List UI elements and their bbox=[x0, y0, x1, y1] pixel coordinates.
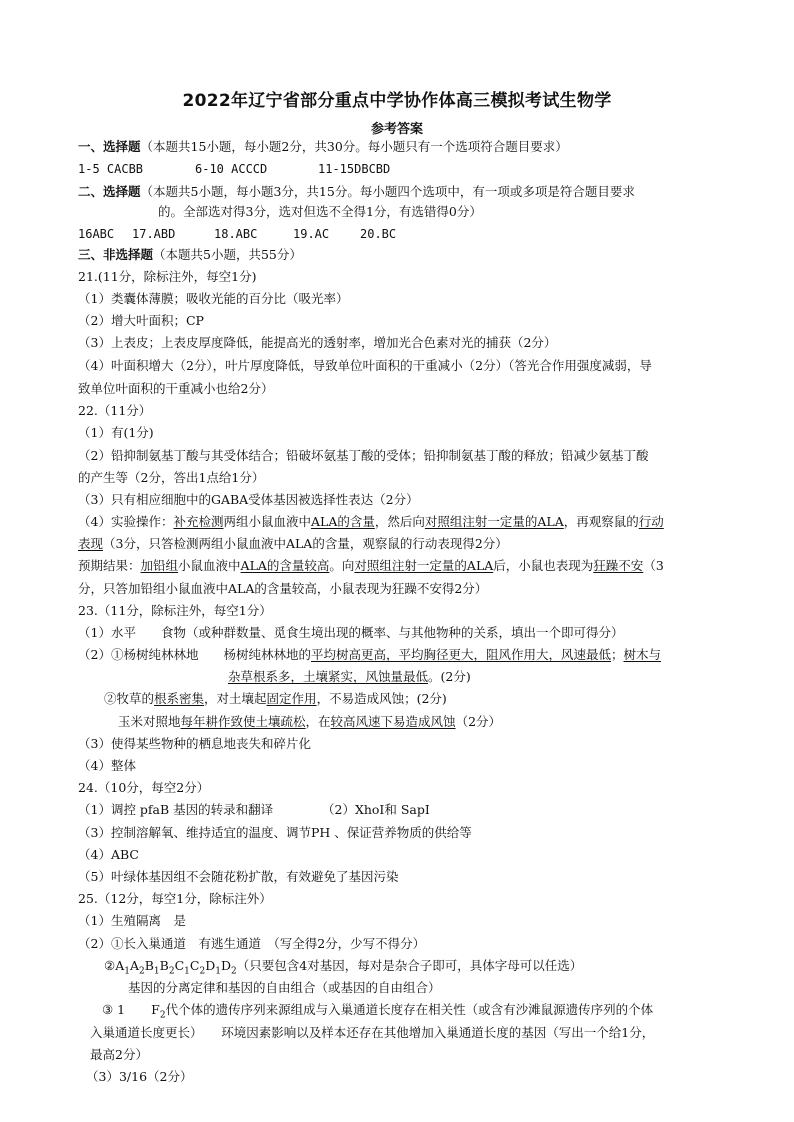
section-3-desc: （本题共5小题，共55分） bbox=[153, 247, 302, 262]
q22-line-2b: 的产生等（2分，答出1点给1分） bbox=[78, 470, 265, 485]
q25-line-6: 入巢通道长度更长） 环境因素影响以及样本还存在其他增加入巢通道长度的基因（写出一个给1分， bbox=[90, 1025, 655, 1040]
text-segment: ，对土壤起 bbox=[204, 691, 267, 706]
section-2-line bbox=[78, 183, 635, 201]
text-segment: （4）实验操作： bbox=[78, 514, 174, 529]
text-segment: ③ 1 bbox=[102, 1002, 126, 1017]
text-segment: 预期结果： bbox=[78, 558, 141, 573]
q22-line-3: （3）只有相应细胞中的GABA受体基因被选择性表达（2分） bbox=[78, 492, 419, 507]
q25-line-1: （1）生殖隔离 是 bbox=[78, 913, 186, 928]
underlined-segment: ALA的含量 bbox=[311, 514, 375, 529]
underlined-segment: 表现 bbox=[78, 536, 104, 551]
underlined-segment: 对照组注射一定量的ALA bbox=[424, 514, 564, 529]
answer-19: 19.AC bbox=[293, 227, 330, 241]
text-segment: （2）①杨树纯林林地 杨树纯林林地的 bbox=[78, 647, 311, 662]
section-1-line bbox=[78, 138, 568, 156]
q25-line-7: 最高2分） bbox=[90, 1047, 148, 1062]
text-segment: 代个体的遗传序列来源组成与入巢通道长度存在相关性（或含有沙滩鼠源遗传序列的个体 bbox=[165, 1002, 654, 1017]
underlined-segment: ALA的含量较高 bbox=[240, 558, 330, 573]
q24-line-2: （3）控制溶解氧、维持适宜的温度、调节PH 、保证营养物质的供给等 bbox=[78, 825, 472, 840]
q22-line-5b: 分，只答加铅组小鼠血液中ALA的含量较高，小鼠表现为狂躁不安得2分） bbox=[78, 581, 488, 596]
text-segment: ； bbox=[610, 647, 624, 662]
text-segment: 后，小鼠也表现为 bbox=[493, 558, 594, 573]
q23-line-6: （4）整体 bbox=[78, 758, 136, 773]
text-segment: ，不易造成风蚀；(2分) bbox=[316, 691, 447, 706]
answer-16: 16ABC bbox=[78, 227, 115, 241]
q25-line-3 bbox=[104, 957, 582, 981]
text-segment: ，再观察鼠的 bbox=[563, 514, 639, 529]
underlined-segment: 加铅组 bbox=[140, 558, 179, 573]
q24-heading: 24.（10分，每空2分） bbox=[78, 780, 210, 795]
text-segment: ，在 bbox=[305, 714, 331, 729]
section-1-heading: 一、选择题 bbox=[78, 139, 141, 154]
underlined-segment: 狂躁不安 bbox=[593, 558, 644, 573]
genotype-formula: $②A_1A_2B_1B_2C_1C_2D_1D_2$ bbox=[104, 958, 237, 977]
text-segment: 。(2分) bbox=[428, 669, 471, 684]
q22-line-2a: （2）铅抑制氨基丁酸与其受体结合；铅破坏氨基丁酸的受体；铅抑制氨基丁酸的释放；铅减少氨基丁酸 bbox=[78, 448, 649, 463]
text-segment: 两组小鼠血液中 bbox=[223, 514, 311, 529]
q22-heading: 22.（11分） bbox=[78, 403, 152, 418]
q21-line-1: （1）类囊体薄膜；吸收光能的百分比（吸光率） bbox=[78, 291, 349, 306]
q23-line-2a bbox=[78, 646, 661, 664]
section-2-desc-2: 的。全部选对得3分，选对但选不全得1分，有选错得0分） bbox=[158, 204, 482, 219]
q21-line-4b: 致单位叶面积的干重减小也给2分） bbox=[78, 381, 274, 396]
q25-line-8: （3）3/16（2分） bbox=[86, 1069, 193, 1084]
text-segment: （3分，只答检测两组小鼠血液中ALA的含量，观察鼠的行动表现得2分） bbox=[103, 536, 508, 551]
q24-line-1a: （1）调控 pfaB 基因的转录和翻译 bbox=[78, 802, 274, 817]
q24-line-4: （5）叶绿体基因组不会随花粉扩散，有效避免了基因污染 bbox=[78, 869, 399, 884]
q21-line-2: （2）增大叶面积；CP bbox=[78, 313, 204, 328]
q23-line-5: （3）使得某些物种的栖息地丧失和碎片化 bbox=[78, 736, 311, 751]
text-segment: （只要包含4对基因，每对是杂合子即可，具体字母可以任选） bbox=[236, 958, 583, 973]
answer-17: 17.ABD bbox=[132, 227, 176, 241]
section-2-heading: 二、选择题 bbox=[78, 184, 141, 199]
q23-heading: 23.（11分，除标注外，每空1分） bbox=[78, 603, 272, 618]
text-segment: （3 bbox=[643, 558, 664, 573]
underlined-segment: 根系密集 bbox=[154, 691, 205, 706]
text-segment: 。向 bbox=[329, 558, 355, 573]
page-subtitle: 参考答案 bbox=[370, 122, 423, 137]
q21-line-4a: （4）叶面积增大（2分），叶片厚度降低，导致单位叶面积的干重减小（2分）（答光合作用强度减弱，导 bbox=[78, 358, 652, 373]
section-3-line bbox=[78, 246, 302, 264]
text-segment: ②牧草的 bbox=[104, 691, 155, 706]
q25-heading: 25.（12分，每空1分，除标注外） bbox=[78, 891, 272, 906]
q24-line-3: （4）ABC bbox=[78, 847, 139, 862]
text-segment: 小鼠血液中 bbox=[178, 558, 241, 573]
underlined-segment: 每年耕作致使土壤疏松 bbox=[180, 714, 306, 729]
underlined-segment: 杂草根系多，土壤紧实，风蚀量最低 bbox=[228, 669, 429, 684]
q23-line-2b bbox=[228, 668, 471, 686]
section-1-desc: （本题共15小题，每小题2分，共30分。每小题只有一个选项符合题目要求） bbox=[140, 139, 568, 154]
section-1-answers-b: 6-10 ACCCD bbox=[195, 162, 268, 176]
underlined-segment: 补充检测 bbox=[173, 514, 224, 529]
underlined-segment: 较高风速下易造成风蚀 bbox=[330, 714, 456, 729]
generation-f2-label: $F_2$ bbox=[151, 1002, 166, 1021]
q25-line-4: 基因的分离定律和基因的自由组合（或基因的自由组合） bbox=[128, 980, 441, 995]
q25-line-5 bbox=[102, 1001, 653, 1025]
q22-line-4a bbox=[78, 513, 664, 531]
page-title: 2022年辽宁省部分重点中学协作体高三模拟考试生物学 bbox=[182, 91, 612, 111]
q23-line-1: （1）水平 食物（或种群数量、觅食生境出现的概率、与其他物种的关系，填出一个即可得分） bbox=[78, 625, 624, 640]
q22-line-1: （1）有(1分) bbox=[78, 425, 154, 440]
q24-line-1b: （2）XhoⅠ和 SapⅠ bbox=[322, 802, 430, 817]
q23-line-4 bbox=[118, 713, 501, 731]
underlined-segment: 树木与 bbox=[623, 647, 662, 662]
answer-18: 18.ABC bbox=[214, 227, 258, 241]
section-1-answers-a: 1-5 CACBB bbox=[78, 162, 144, 176]
underlined-segment: 行动 bbox=[638, 514, 664, 529]
q22-line-5a bbox=[78, 557, 664, 575]
q22-line-4b bbox=[78, 535, 508, 553]
underlined-segment: 固定作用 bbox=[266, 691, 317, 706]
section-2-desc-1: （本题共5小题，每小题3分，共15分。每小题四个选项中，有一项或多项是符合题目要求 bbox=[140, 184, 635, 199]
underlined-segment: 对照组注射一定量的ALA bbox=[354, 558, 494, 573]
q21-heading: 21.(11分，除标注外，每空1分) bbox=[78, 269, 257, 284]
text-segment: 玉米对照地 bbox=[118, 714, 181, 729]
q25-line-2: （2）①长入巢通道 有逃生通道 （写全得2分，少写不得分） bbox=[78, 936, 426, 951]
answer-20: 20.BC bbox=[360, 227, 397, 241]
section-1-answers-c: 11-15DBCBD bbox=[318, 162, 391, 176]
q23-line-3 bbox=[104, 690, 447, 708]
underlined-segment: 平均树高更高，平均胸径更大，阻风作用大，风速最低 bbox=[310, 647, 611, 662]
q21-line-3: （3）上表皮；上表皮厚度降低，能提高光的透射率，增加光合色素对光的捕获（2分） bbox=[78, 335, 557, 350]
text-segment: （2分） bbox=[455, 714, 502, 729]
section-3-heading: 三、非选择题 bbox=[78, 247, 154, 262]
text-segment: ，然后向 bbox=[374, 514, 425, 529]
